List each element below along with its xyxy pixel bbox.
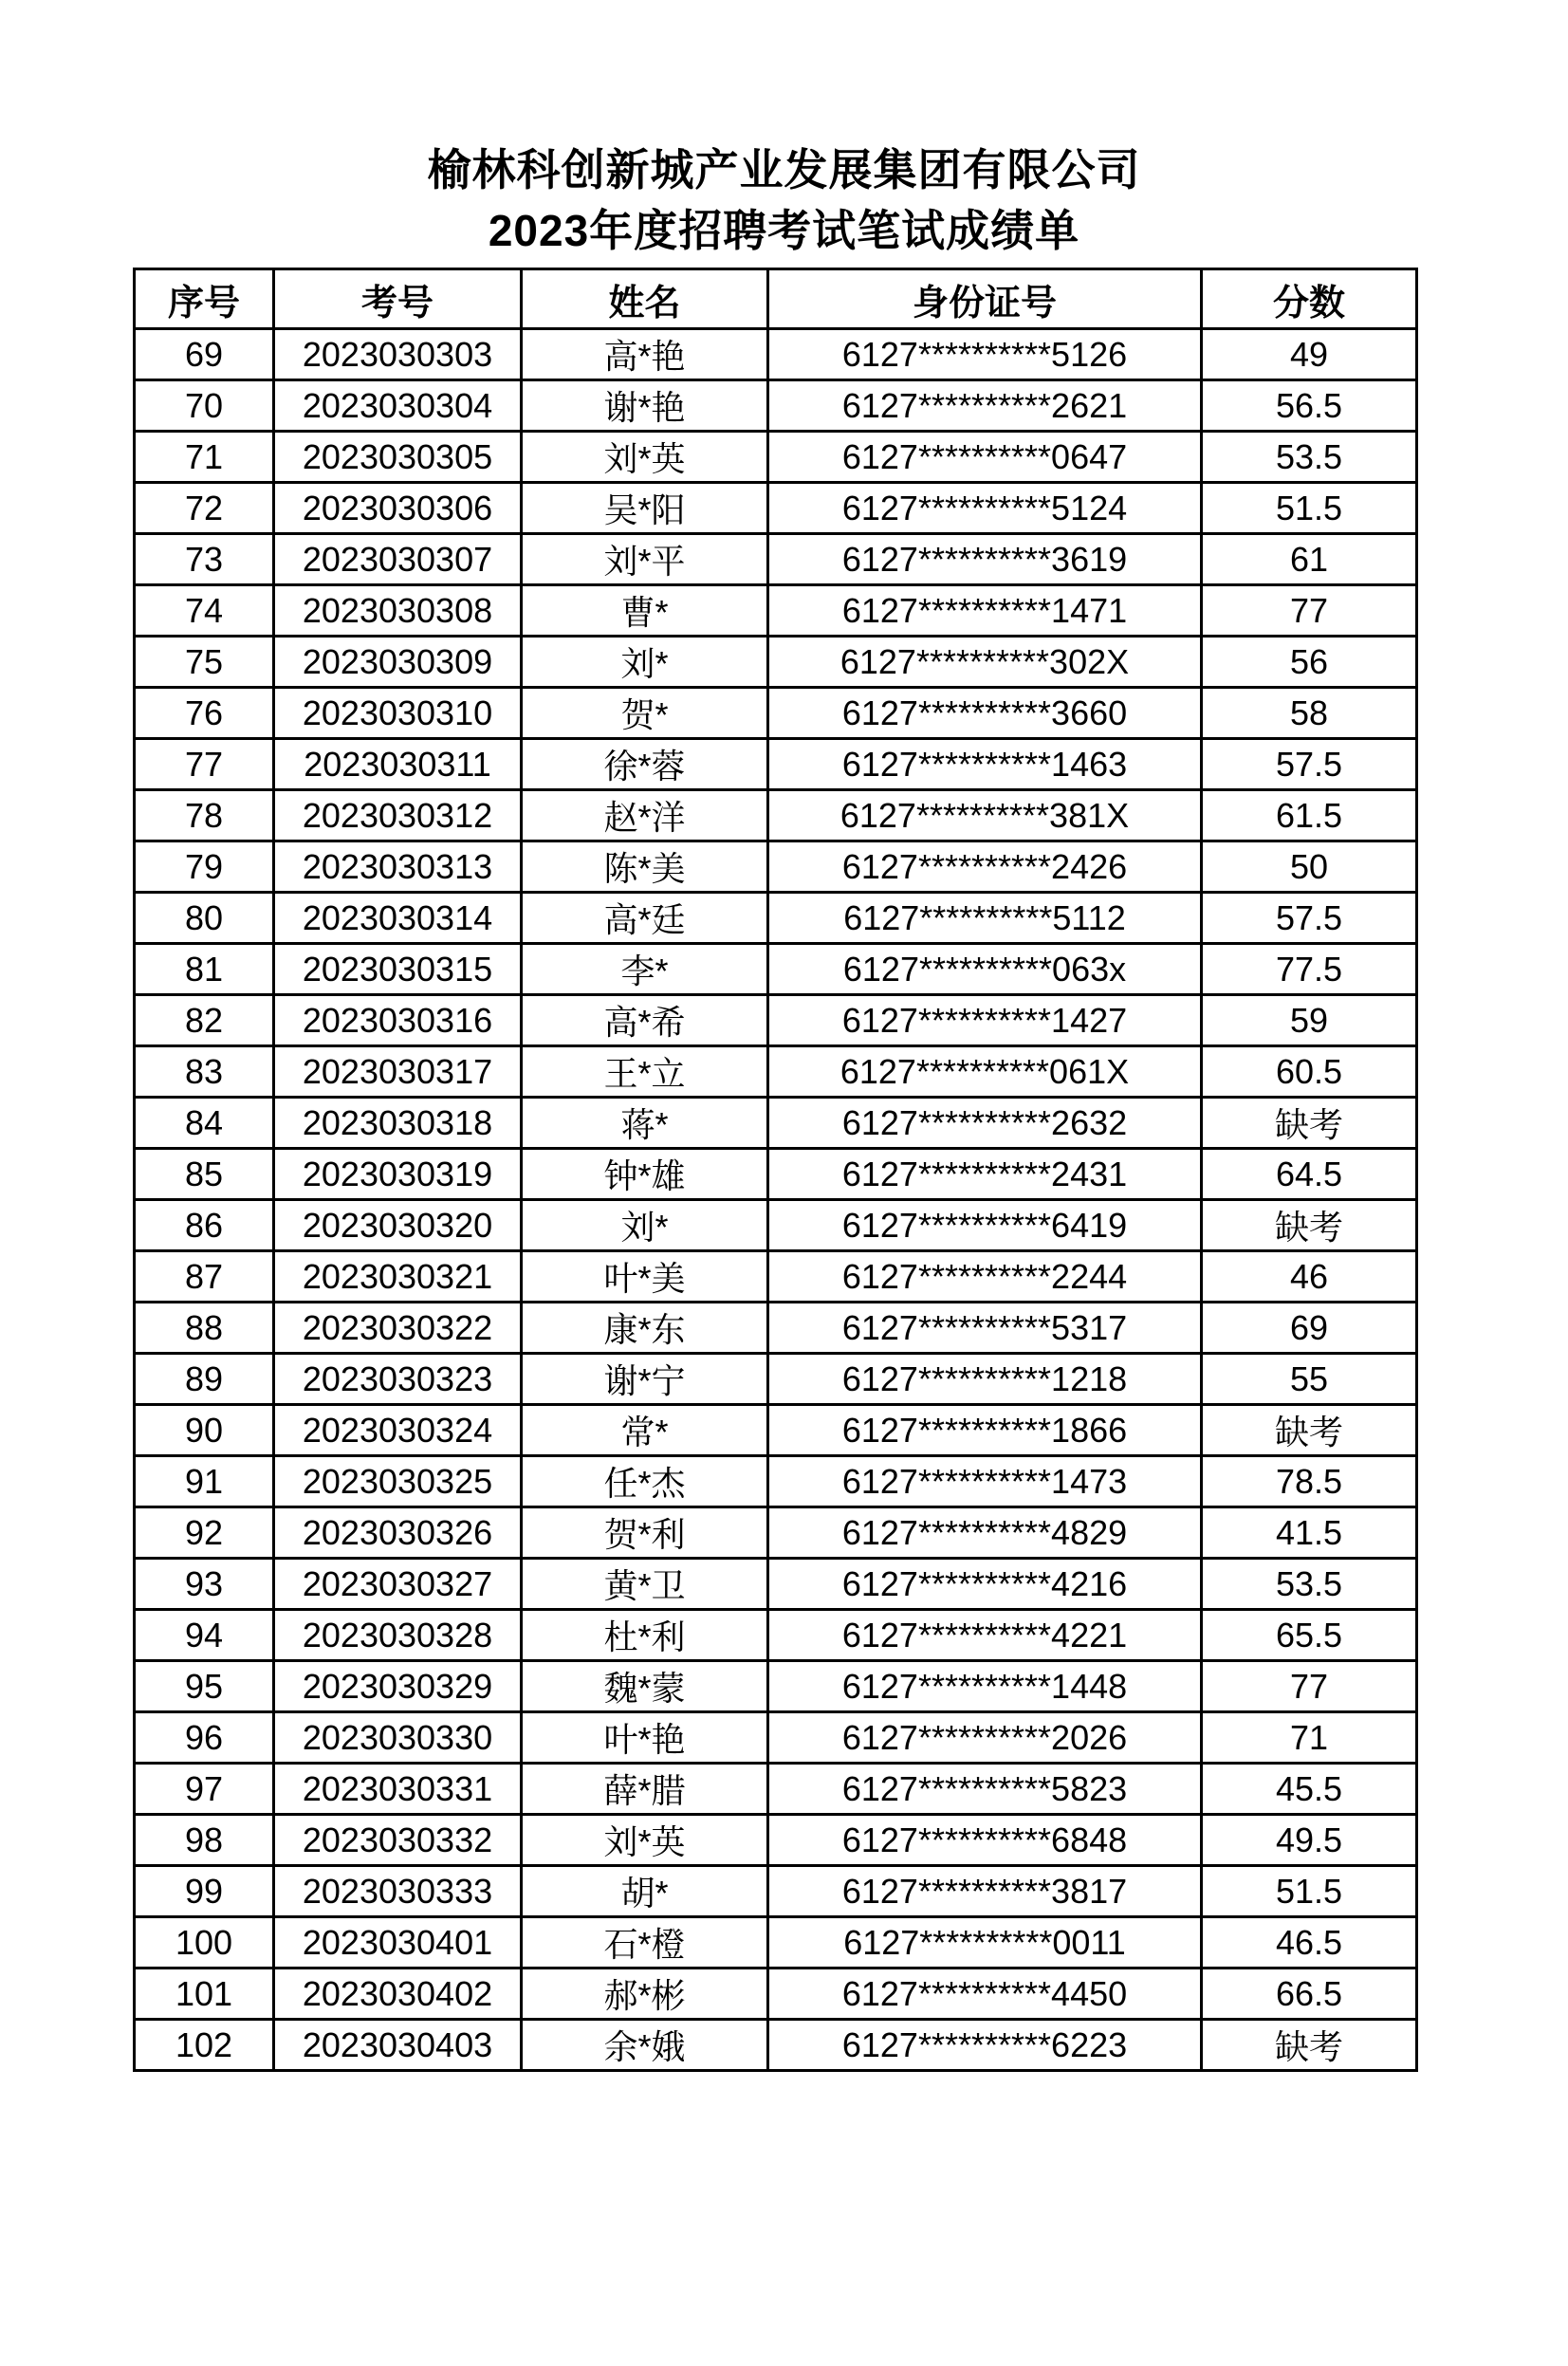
- score: 51.5: [1202, 1866, 1417, 1917]
- table-row: [135, 893, 1417, 944]
- table-row: [135, 841, 1417, 893]
- header-score: 分数: [1202, 269, 1417, 329]
- row-index: 98: [135, 1815, 274, 1866]
- score: 53.5: [1202, 432, 1417, 483]
- id-number: 6127**********5126: [768, 329, 1202, 380]
- table-row: [135, 483, 1417, 534]
- exam-number: 2023030318: [274, 1098, 522, 1149]
- candidate-name: 赵*洋: [522, 790, 768, 841]
- candidate-name: 黄*卫: [522, 1559, 768, 1610]
- score: 71: [1202, 1712, 1417, 1764]
- id-number: 6127**********2426: [768, 841, 1202, 893]
- table-row: [135, 739, 1417, 790]
- table-row: [135, 329, 1417, 380]
- exam-number: 2023030327: [274, 1559, 522, 1610]
- candidate-name: 高*艳: [522, 329, 768, 380]
- candidate-name: 贺*利: [522, 1507, 768, 1559]
- candidate-name: 余*娥: [522, 2020, 768, 2071]
- table-row: [135, 944, 1417, 995]
- row-index: 100: [135, 1917, 274, 1969]
- id-number: 6127**********302X: [768, 637, 1202, 688]
- score: 77.5: [1202, 944, 1417, 995]
- id-number: 6127**********3817: [768, 1866, 1202, 1917]
- exam-number: 2023030328: [274, 1610, 522, 1661]
- exam-number: 2023030402: [274, 1969, 522, 2020]
- id-number: 6127**********381X: [768, 790, 1202, 841]
- table-row: [135, 995, 1417, 1046]
- row-index: 78: [135, 790, 274, 841]
- candidate-name: 李*: [522, 944, 768, 995]
- candidate-name: 王*立: [522, 1046, 768, 1098]
- score: 69: [1202, 1303, 1417, 1354]
- table-row: [135, 1507, 1417, 1559]
- candidate-name: 徐*蓉: [522, 739, 768, 790]
- exam-number: 2023030401: [274, 1917, 522, 1969]
- id-number: 6127**********061X: [768, 1046, 1202, 1098]
- exam-number: 2023030322: [274, 1303, 522, 1354]
- exam-number: 2023030304: [274, 380, 522, 432]
- score: 56.5: [1202, 380, 1417, 432]
- score: 41.5: [1202, 1507, 1417, 1559]
- id-number: 6127**********1448: [768, 1661, 1202, 1712]
- id-number: 6127**********1427: [768, 995, 1202, 1046]
- exam-number: 2023030314: [274, 893, 522, 944]
- table-row: [135, 1917, 1417, 1969]
- table-row: [135, 1712, 1417, 1764]
- exam-number: 2023030311: [274, 739, 522, 790]
- row-index: 87: [135, 1251, 274, 1303]
- company-title: 榆林科创新城产业发展集团有限公司: [427, 145, 1141, 194]
- id-number: 6127**********4829: [768, 1507, 1202, 1559]
- id-number: 6127**********1218: [768, 1354, 1202, 1405]
- id-number: 6127**********063x: [768, 944, 1202, 995]
- score: 66.5: [1202, 1969, 1417, 2020]
- exam-number: 2023030305: [274, 432, 522, 483]
- row-index: 90: [135, 1405, 274, 1456]
- row-index: 71: [135, 432, 274, 483]
- table-row: [135, 2020, 1417, 2071]
- score: 77: [1202, 585, 1417, 637]
- row-index: 95: [135, 1661, 274, 1712]
- candidate-name: 刘*: [522, 1200, 768, 1251]
- candidate-name: 叶*艳: [522, 1712, 768, 1764]
- row-index: 79: [135, 841, 274, 893]
- candidate-name: 刘*平: [522, 534, 768, 585]
- score: 49: [1202, 329, 1417, 380]
- id-number: 6127**********3619: [768, 534, 1202, 585]
- id-number: 6127**********2026: [768, 1712, 1202, 1764]
- row-index: 92: [135, 1507, 274, 1559]
- id-number: 6127**********5823: [768, 1764, 1202, 1815]
- exam-number: 2023030308: [274, 585, 522, 637]
- candidate-name: 郝*彬: [522, 1969, 768, 2020]
- row-index: 88: [135, 1303, 274, 1354]
- exam-number: 2023030312: [274, 790, 522, 841]
- id-number: 6127**********2431: [768, 1149, 1202, 1200]
- id-number: 6127**********5112: [768, 893, 1202, 944]
- table-row: [135, 1559, 1417, 1610]
- score: 57.5: [1202, 893, 1417, 944]
- score: 61.5: [1202, 790, 1417, 841]
- row-index: 83: [135, 1046, 274, 1098]
- table-row: [135, 1405, 1417, 1456]
- row-index: 94: [135, 1610, 274, 1661]
- exam-number: 2023030403: [274, 2020, 522, 2071]
- table-row: [135, 1251, 1417, 1303]
- row-index: 77: [135, 739, 274, 790]
- row-index: 99: [135, 1866, 274, 1917]
- id-number: 6127**********1463: [768, 739, 1202, 790]
- score: 55: [1202, 1354, 1417, 1405]
- table-row: [135, 534, 1417, 585]
- candidate-name: 曹*: [522, 585, 768, 637]
- table-row: [135, 1354, 1417, 1405]
- id-number: 6127**********4450: [768, 1969, 1202, 2020]
- exam-number: 2023030319: [274, 1149, 522, 1200]
- exam-number: 2023030325: [274, 1456, 522, 1507]
- header-row: [135, 269, 1417, 329]
- table-row: [135, 585, 1417, 637]
- id-number: 6127**********1866: [768, 1405, 1202, 1456]
- score: 65.5: [1202, 1610, 1417, 1661]
- exam-number: 2023030310: [274, 688, 522, 739]
- id-number: 6127**********1473: [768, 1456, 1202, 1507]
- row-index: 72: [135, 483, 274, 534]
- candidate-name: 蒋*: [522, 1098, 768, 1149]
- candidate-name: 康*东: [522, 1303, 768, 1354]
- id-number: 6127**********6848: [768, 1815, 1202, 1866]
- candidate-name: 魏*蒙: [522, 1661, 768, 1712]
- table-row: [135, 790, 1417, 841]
- candidate-name: 刘*: [522, 637, 768, 688]
- exam-number: 2023030331: [274, 1764, 522, 1815]
- table-body: [135, 329, 1417, 2071]
- table-row: [135, 1661, 1417, 1712]
- candidate-name: 谢*艳: [522, 380, 768, 432]
- table-row: [135, 1149, 1417, 1200]
- header-id-number: 身份证号: [768, 269, 1202, 329]
- candidate-name: 任*杰: [522, 1456, 768, 1507]
- score: 45.5: [1202, 1764, 1417, 1815]
- score: 56: [1202, 637, 1417, 688]
- header-name: 姓名: [522, 269, 768, 329]
- table-row: [135, 1815, 1417, 1866]
- table-row: [135, 1303, 1417, 1354]
- score: 60.5: [1202, 1046, 1417, 1098]
- row-index: 81: [135, 944, 274, 995]
- table-row: [135, 1456, 1417, 1507]
- row-index: 69: [135, 329, 274, 380]
- exam-number: 2023030309: [274, 637, 522, 688]
- score: 缺考: [1202, 1200, 1417, 1251]
- exam-number: 2023030307: [274, 534, 522, 585]
- exam-number: 2023030303: [274, 329, 522, 380]
- row-index: 96: [135, 1712, 274, 1764]
- exam-number: 2023030317: [274, 1046, 522, 1098]
- id-number: 6127**********2632: [768, 1098, 1202, 1149]
- exam-number: 2023030316: [274, 995, 522, 1046]
- candidate-name: 高*希: [522, 995, 768, 1046]
- row-index: 80: [135, 893, 274, 944]
- id-number: 6127**********1471: [768, 585, 1202, 637]
- id-number: 6127**********5124: [768, 483, 1202, 534]
- candidate-name: 薛*腊: [522, 1764, 768, 1815]
- score: 57.5: [1202, 739, 1417, 790]
- score: 49.5: [1202, 1815, 1417, 1866]
- id-number: 6127**********6223: [768, 2020, 1202, 2071]
- row-index: 73: [135, 534, 274, 585]
- candidate-name: 叶*美: [522, 1251, 768, 1303]
- row-index: 76: [135, 688, 274, 739]
- table-row: [135, 380, 1417, 432]
- id-number: 6127**********2621: [768, 380, 1202, 432]
- id-number: 6127**********4221: [768, 1610, 1202, 1661]
- score: 64.5: [1202, 1149, 1417, 1200]
- score: 46.5: [1202, 1917, 1417, 1969]
- exam-number: 2023030321: [274, 1251, 522, 1303]
- id-number: 6127**********3660: [768, 688, 1202, 739]
- candidate-name: 陈*美: [522, 841, 768, 893]
- table-row: [135, 1764, 1417, 1815]
- table-row: [135, 637, 1417, 688]
- exam-number: 2023030333: [274, 1866, 522, 1917]
- row-index: 85: [135, 1149, 274, 1200]
- score: 缺考: [1202, 1405, 1417, 1456]
- score: 59: [1202, 995, 1417, 1046]
- table-row: [135, 1098, 1417, 1149]
- score: 58: [1202, 688, 1417, 739]
- row-index: 75: [135, 637, 274, 688]
- exam-number: 2023030330: [274, 1712, 522, 1764]
- exam-number: 2023030320: [274, 1200, 522, 1251]
- exam-number: 2023030315: [274, 944, 522, 995]
- exam-number: 2023030306: [274, 483, 522, 534]
- id-number: 6127**********0011: [768, 1917, 1202, 1969]
- score: 缺考: [1202, 2020, 1417, 2071]
- table-row: [135, 1046, 1417, 1098]
- exam-number: 2023030313: [274, 841, 522, 893]
- row-index: 97: [135, 1764, 274, 1815]
- row-index: 74: [135, 585, 274, 637]
- exam-number: 2023030324: [274, 1405, 522, 1456]
- score: 77: [1202, 1661, 1417, 1712]
- row-index: 102: [135, 2020, 274, 2071]
- id-number: 6127**********0647: [768, 432, 1202, 483]
- row-index: 70: [135, 380, 274, 432]
- table-row: [135, 1866, 1417, 1917]
- score: 61: [1202, 534, 1417, 585]
- header-index: 序号: [135, 269, 274, 329]
- score: 缺考: [1202, 1098, 1417, 1149]
- candidate-name: 高*廷: [522, 893, 768, 944]
- id-number: 6127**********4216: [768, 1559, 1202, 1610]
- table-row: [135, 432, 1417, 483]
- candidate-name: 胡*: [522, 1866, 768, 1917]
- candidate-name: 杜*利: [522, 1610, 768, 1661]
- candidate-name: 石*橙: [522, 1917, 768, 1969]
- score: 46: [1202, 1251, 1417, 1303]
- exam-number: 2023030329: [274, 1661, 522, 1712]
- document-subtitle: 2023年度招聘考试笔试成绩单: [488, 206, 1080, 255]
- table-row: [135, 1969, 1417, 2020]
- candidate-name: 吴*阳: [522, 483, 768, 534]
- score: 51.5: [1202, 483, 1417, 534]
- row-index: 91: [135, 1456, 274, 1507]
- row-index: 84: [135, 1098, 274, 1149]
- id-number: 6127**********2244: [768, 1251, 1202, 1303]
- id-number: 6127**********6419: [768, 1200, 1202, 1251]
- candidate-name: 刘*英: [522, 432, 768, 483]
- row-index: 93: [135, 1559, 274, 1610]
- table-row: [135, 688, 1417, 739]
- score: 78.5: [1202, 1456, 1417, 1507]
- exam-number: 2023030332: [274, 1815, 522, 1866]
- score: 53.5: [1202, 1559, 1417, 1610]
- table-row: [135, 1200, 1417, 1251]
- row-index: 89: [135, 1354, 274, 1405]
- score: 50: [1202, 841, 1417, 893]
- candidate-name: 贺*: [522, 688, 768, 739]
- table-row: [135, 1610, 1417, 1661]
- candidate-name: 常*: [522, 1405, 768, 1456]
- row-index: 101: [135, 1969, 274, 2020]
- header-exam-number: 考号: [274, 269, 522, 329]
- exam-number: 2023030323: [274, 1354, 522, 1405]
- id-number: 6127**********5317: [768, 1303, 1202, 1354]
- exam-number: 2023030326: [274, 1507, 522, 1559]
- candidate-name: 谢*宁: [522, 1354, 768, 1405]
- row-index: 86: [135, 1200, 274, 1251]
- candidate-name: 刘*英: [522, 1815, 768, 1866]
- score-table: [133, 268, 1418, 2072]
- candidate-name: 钟*雄: [522, 1149, 768, 1200]
- row-index: 82: [135, 995, 274, 1046]
